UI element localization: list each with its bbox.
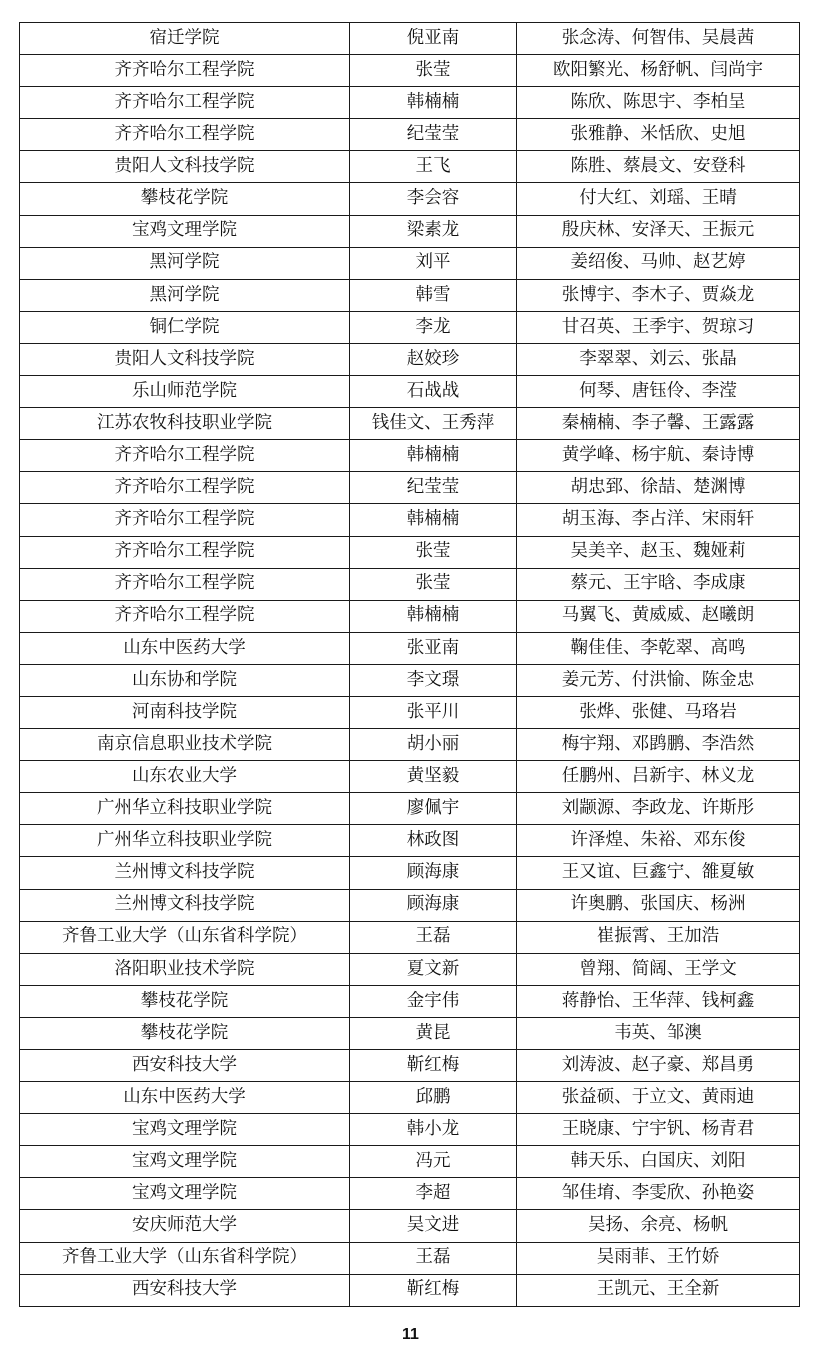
school-cell: 黑河学院: [20, 247, 350, 279]
advisor-cell: 张莹: [350, 536, 517, 568]
table-row: [20, 183, 800, 215]
school-cell: 兰州博文科技学院: [20, 857, 350, 889]
school-cell: 山东中医药大学: [20, 632, 350, 664]
table-row: [20, 825, 800, 857]
school-cell: 宝鸡文理学院: [20, 1114, 350, 1146]
members-cell: 付大红、刘瑶、王晴: [517, 183, 800, 215]
school-cell: 西安科技大学: [20, 1050, 350, 1082]
members-cell: 韩天乐、白国庆、刘阳: [517, 1146, 800, 1178]
table-row: [20, 215, 800, 247]
members-cell: 梅宇翔、邓鹍鹏、李浩然: [517, 729, 800, 761]
table-row: [20, 23, 800, 55]
table-row: [20, 247, 800, 279]
school-cell: 安庆师范大学: [20, 1210, 350, 1242]
page-number: 11: [402, 1326, 419, 1343]
advisor-cell: 张平川: [350, 696, 517, 728]
advisor-cell: 刘平: [350, 247, 517, 279]
advisor-cell: 张莹: [350, 568, 517, 600]
members-cell: 王晓康、宁宇钒、杨青君: [517, 1114, 800, 1146]
school-cell: 江苏农牧科技职业学院: [20, 408, 350, 440]
school-cell: 齐齐哈尔工程学院: [20, 504, 350, 536]
members-cell: 蒋静怡、王华萍、钱柯鑫: [517, 985, 800, 1017]
table-row: [20, 600, 800, 632]
advisor-cell: 韩雪: [350, 279, 517, 311]
school-cell: 齐齐哈尔工程学院: [20, 119, 350, 151]
table-row: [20, 440, 800, 472]
award-roster-table: [19, 22, 800, 1307]
table-row: [20, 472, 800, 504]
school-cell: 攀枝花学院: [20, 183, 350, 215]
school-cell: 齐齐哈尔工程学院: [20, 87, 350, 119]
members-cell: 任鹏州、吕新宇、林义龙: [517, 761, 800, 793]
advisor-cell: 夏文新: [350, 953, 517, 985]
members-cell: 李翠翠、刘云、张晶: [517, 343, 800, 375]
members-cell: 姜元芳、付洪愉、陈金忠: [517, 664, 800, 696]
table-row: [20, 761, 800, 793]
table-row: [20, 921, 800, 953]
school-cell: 攀枝花学院: [20, 985, 350, 1017]
school-cell: 齐齐哈尔工程学院: [20, 440, 350, 472]
school-cell: 齐齐哈尔工程学院: [20, 600, 350, 632]
advisor-cell: 廖佩宇: [350, 793, 517, 825]
table-row: [20, 729, 800, 761]
members-cell: 张雅静、米恬欣、史旭: [517, 119, 800, 151]
members-cell: 张念涛、何智伟、吴晨茜: [517, 23, 800, 55]
advisor-cell: 李超: [350, 1178, 517, 1210]
school-cell: 铜仁学院: [20, 311, 350, 343]
advisor-cell: 张莹: [350, 55, 517, 87]
advisor-cell: 韩楠楠: [350, 440, 517, 472]
advisor-cell: 纪莹莹: [350, 472, 517, 504]
members-cell: 黄学峰、杨宇航、秦诗博: [517, 440, 800, 472]
school-cell: 齐齐哈尔工程学院: [20, 568, 350, 600]
school-cell: 贵阳人文科技学院: [20, 151, 350, 183]
advisor-cell: 纪莹莹: [350, 119, 517, 151]
table-row: [20, 1210, 800, 1242]
school-cell: 齐鲁工业大学（山东省科学院）: [20, 1242, 350, 1274]
members-cell: 欧阳繁光、杨舒帆、闫尚宇: [517, 55, 800, 87]
table-row: [20, 1017, 800, 1049]
school-cell: 贵阳人文科技学院: [20, 343, 350, 375]
school-cell: 攀枝花学院: [20, 1017, 350, 1049]
members-cell: 张博宇、李木子、贾焱龙: [517, 279, 800, 311]
table-row: [20, 376, 800, 408]
table-row: [20, 408, 800, 440]
school-cell: 宿迁学院: [20, 23, 350, 55]
school-cell: 齐齐哈尔工程学院: [20, 55, 350, 87]
members-cell: 王凯元、王全新: [517, 1274, 800, 1306]
advisor-cell: 靳红梅: [350, 1050, 517, 1082]
school-cell: 黑河学院: [20, 279, 350, 311]
advisor-cell: 林政图: [350, 825, 517, 857]
roster-body: [20, 23, 800, 1307]
table-row: [20, 985, 800, 1017]
advisor-cell: 石战战: [350, 376, 517, 408]
members-cell: 陈胜、蔡晨文、安登科: [517, 151, 800, 183]
table-row: [20, 311, 800, 343]
table-row: [20, 536, 800, 568]
advisor-cell: 黄坚毅: [350, 761, 517, 793]
members-cell: 吴美辛、赵玉、魏娅莉: [517, 536, 800, 568]
table-row: [20, 55, 800, 87]
table-row: [20, 889, 800, 921]
table-row: [20, 87, 800, 119]
school-cell: 南京信息职业技术学院: [20, 729, 350, 761]
school-cell: 西安科技大学: [20, 1274, 350, 1306]
members-cell: 韦英、邹澳: [517, 1017, 800, 1049]
school-cell: 齐齐哈尔工程学院: [20, 472, 350, 504]
table-row: [20, 1242, 800, 1274]
table-row: [20, 119, 800, 151]
advisor-cell: 金宇伟: [350, 985, 517, 1017]
members-cell: 胡忠郅、徐喆、楚渊博: [517, 472, 800, 504]
advisor-cell: 赵姣珍: [350, 343, 517, 375]
table-row: [20, 343, 800, 375]
advisor-cell: 顾海康: [350, 857, 517, 889]
school-cell: 洛阳职业技术学院: [20, 953, 350, 985]
school-cell: 山东协和学院: [20, 664, 350, 696]
advisor-cell: 李会容: [350, 183, 517, 215]
advisor-cell: 韩小龙: [350, 1114, 517, 1146]
advisor-cell: 靳红梅: [350, 1274, 517, 1306]
members-cell: 秦楠楠、李子馨、王露露: [517, 408, 800, 440]
advisor-cell: 倪亚南: [350, 23, 517, 55]
table-row: [20, 632, 800, 664]
members-cell: 胡玉海、李占洋、宋雨轩: [517, 504, 800, 536]
school-cell: 宝鸡文理学院: [20, 215, 350, 247]
advisor-cell: 王磊: [350, 1242, 517, 1274]
school-cell: 兰州博文科技学院: [20, 889, 350, 921]
advisor-cell: 顾海康: [350, 889, 517, 921]
advisor-cell: 胡小丽: [350, 729, 517, 761]
table-row: [20, 1178, 800, 1210]
members-cell: 甘召英、王季宇、贺琼习: [517, 311, 800, 343]
advisor-cell: 李文璟: [350, 664, 517, 696]
members-cell: 刘颛源、李政龙、许斯彤: [517, 793, 800, 825]
table-row: [20, 953, 800, 985]
table-row: [20, 568, 800, 600]
advisor-cell: 邱鹏: [350, 1082, 517, 1114]
table-row: [20, 1146, 800, 1178]
advisor-cell: 韩楠楠: [350, 504, 517, 536]
members-cell: 吴扬、余亮、杨帆: [517, 1210, 800, 1242]
members-cell: 张益硕、于立文、黄雨迪: [517, 1082, 800, 1114]
advisor-cell: 李龙: [350, 311, 517, 343]
school-cell: 河南科技学院: [20, 696, 350, 728]
school-cell: 山东农业大学: [20, 761, 350, 793]
members-cell: 邹佳堉、李雯欣、孙艳姿: [517, 1178, 800, 1210]
members-cell: 许奥鹏、张国庆、杨洲: [517, 889, 800, 921]
school-cell: 宝鸡文理学院: [20, 1178, 350, 1210]
school-cell: 齐鲁工业大学（山东省科学院）: [20, 921, 350, 953]
members-cell: 殷庆林、安泽天、王振元: [517, 215, 800, 247]
table-row: [20, 664, 800, 696]
members-cell: 曾翔、简阔、王学文: [517, 953, 800, 985]
advisor-cell: 韩楠楠: [350, 600, 517, 632]
members-cell: 许泽煌、朱裕、邓东俊: [517, 825, 800, 857]
members-cell: 何琴、唐钰伶、李滢: [517, 376, 800, 408]
members-cell: 刘涛波、赵子豪、郑昌勇: [517, 1050, 800, 1082]
advisor-cell: 张亚南: [350, 632, 517, 664]
table-row: [20, 151, 800, 183]
school-cell: 广州华立科技职业学院: [20, 793, 350, 825]
members-cell: 姜绍俊、马帅、赵艺婷: [517, 247, 800, 279]
school-cell: 乐山师范学院: [20, 376, 350, 408]
advisor-cell: 王飞: [350, 151, 517, 183]
advisor-cell: 冯元: [350, 1146, 517, 1178]
school-cell: 山东中医药大学: [20, 1082, 350, 1114]
table-row: [20, 279, 800, 311]
members-cell: 陈欣、陈思宇、李柏呈: [517, 87, 800, 119]
advisor-cell: 梁素龙: [350, 215, 517, 247]
table-row: [20, 1082, 800, 1114]
advisor-cell: 钱佳文、王秀萍: [350, 408, 517, 440]
table-row: [20, 793, 800, 825]
table-row: [20, 1274, 800, 1306]
school-cell: 齐齐哈尔工程学院: [20, 536, 350, 568]
school-cell: 广州华立科技职业学院: [20, 825, 350, 857]
members-cell: 崔振霄、王加浩: [517, 921, 800, 953]
table-row: [20, 857, 800, 889]
members-cell: 吴雨菲、王竹娇: [517, 1242, 800, 1274]
table-row: [20, 1050, 800, 1082]
table-row: [20, 504, 800, 536]
advisor-cell: 韩楠楠: [350, 87, 517, 119]
members-cell: 鞠佳佳、李乾翠、高鸣: [517, 632, 800, 664]
members-cell: 张烨、张健、马珞岩: [517, 696, 800, 728]
table-row: [20, 696, 800, 728]
advisor-cell: 黄昆: [350, 1017, 517, 1049]
advisor-cell: 王磊: [350, 921, 517, 953]
advisor-cell: 吴文进: [350, 1210, 517, 1242]
school-cell: 宝鸡文理学院: [20, 1146, 350, 1178]
members-cell: 王又谊、巨鑫宁、雒夏敏: [517, 857, 800, 889]
table-row: [20, 1114, 800, 1146]
members-cell: 蔡元、王宇晗、李成康: [517, 568, 800, 600]
members-cell: 马翼飞、黄威威、赵曦朗: [517, 600, 800, 632]
